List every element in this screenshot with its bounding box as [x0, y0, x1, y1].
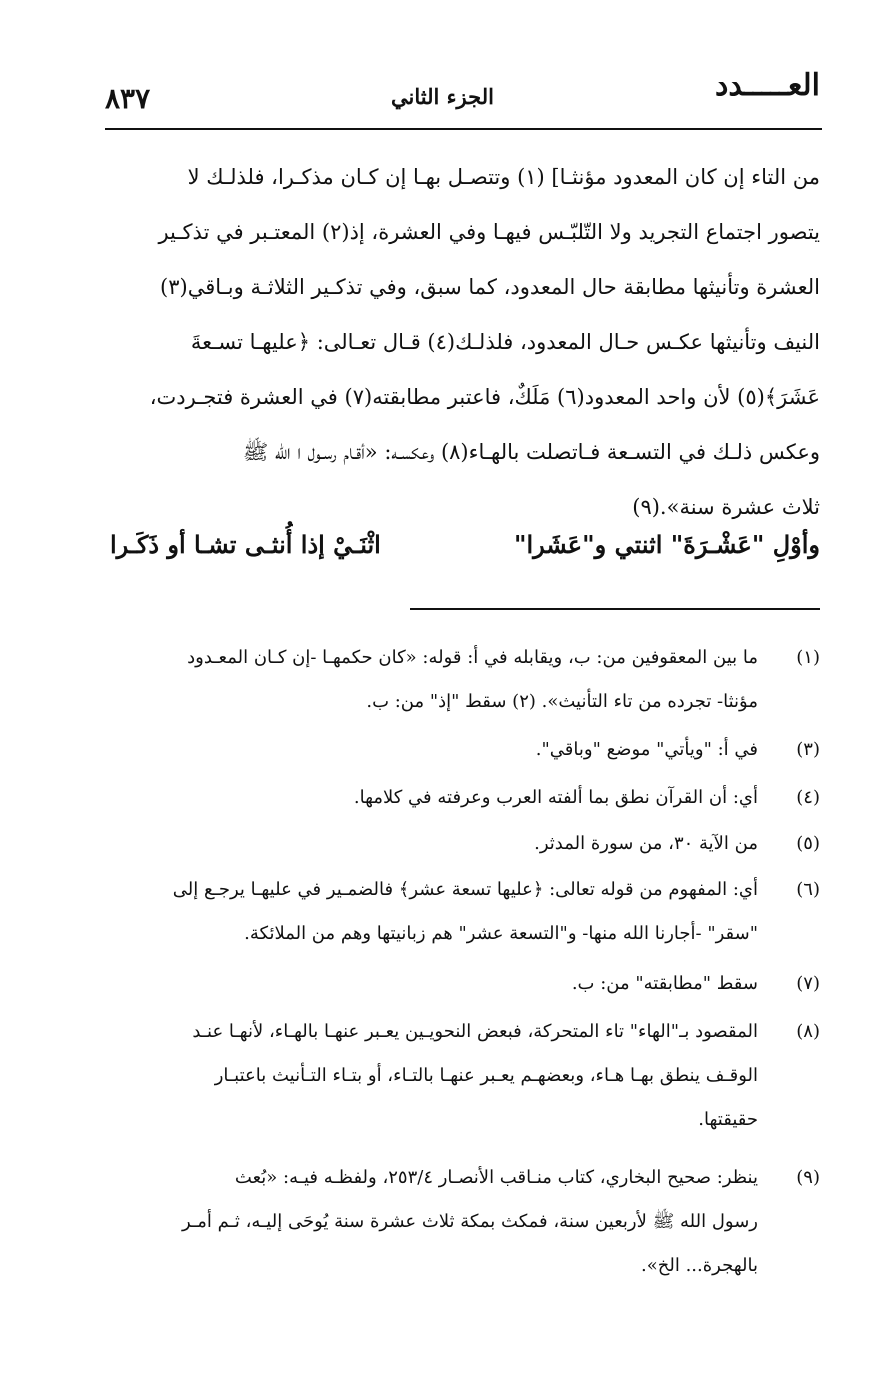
footnote — [103, 868, 820, 956]
footnote-divider — [410, 608, 820, 610]
footnote-number: (٩) — [796, 1167, 820, 1188]
footnote — [103, 1156, 820, 1288]
footnote-line: "سقر" -أجارنا الله منها- و"التسعة عشر" هم زبانيتها وهم من الملائكة. — [244, 923, 758, 944]
text-line: عَشَرَ﴾(٥) لأن واحد المعدود(٦) مَلَكٌ، فاعتبر مطابقته(٧) في العشرة فتجـردت، — [149, 385, 820, 409]
footnote-number: (٧) — [796, 973, 820, 994]
main-text — [103, 150, 820, 535]
text-line: ثلاث عشرة سنة».(٩) — [632, 495, 820, 519]
footnote-line: من الآية ٣٠، من سورة المدثر. — [534, 833, 758, 854]
footnote-line: أي: أن القرآن نطق بما ألفته العرب وعرفته في كلامها. — [353, 787, 758, 808]
footnote-line: مؤنثا- تجرده من تاء التأنيث». (٢) سقط "إذ" من: ب. — [366, 691, 758, 712]
footnote-line: سقط "مطابقته" من: ب. — [571, 973, 758, 994]
footnote-line: رسول الله ﷺ لأربعين سنة، فمكث بمكة ثلاث عشرة سنة يُوحَى إليـه، ثـم أمـر — [182, 1211, 758, 1232]
footnote-line: الوقـف ينطق بهـا هـاء، وبعضهـم يعـبر عنهـا بالتـاء، أو بتـاء التـأنيث باعتبـار — [214, 1065, 758, 1086]
chapter-title: العـــــدد — [715, 68, 820, 103]
part-title: الجزء الثاني — [391, 84, 494, 109]
footnote — [103, 776, 820, 820]
header-divider — [105, 128, 822, 130]
footnote-line: ينظر: صحيح البخاري، كتاب منـاقب الأنصـار ٢٥٣/٤، ولفظـه فيـه: «بُعث — [234, 1167, 758, 1188]
footnote-line: بالهجرة... الخ». — [641, 1255, 758, 1276]
text-line: العشرة وتأنيثها مطابقة حال المعدود، كما سبق، وفي تذكـير الثلاثـة وبـاقي(٣) — [160, 275, 820, 299]
footnote-number: (٥) — [796, 833, 820, 854]
page-number: ٨٣٧ — [105, 82, 151, 115]
footnote — [103, 962, 820, 1006]
footnote-line: المقصود بـ"الهاء" تاء المتحركة، فبعض النحويـين يعـبر عنهـا بالهـاء، لأنهـا عنـد — [192, 1021, 758, 1042]
footnote-line: في أ: "ويأتي" موضع "وباقي". — [535, 739, 758, 760]
text-line: النيف وتأنيثها عكـس حـال المعدود، فلذلـك(٤) قـال تعـالى: ﴿عليهـا تسـعةَ — [190, 330, 820, 354]
footnote-number: (٨) — [796, 1021, 820, 1042]
footnote — [103, 728, 820, 772]
verse-first-hemistich: وأوْلِ "عَشْـرَةَ" اثنتي و"عَشَرا" — [513, 530, 820, 559]
text-line: من التاء إن كان المعدود مؤنثـا] (١) وتتصـل بهـا إن كـان مذكـرا، فلذلـك لا — [187, 165, 820, 189]
footnote — [103, 636, 820, 724]
verse-second-hemistich: اثْنَـيْ إذا أُنثـى تشـا أو ذَكَـرا — [110, 530, 381, 559]
footnote — [103, 1010, 820, 1142]
footnote-line: ما بين المعقوفين من: ب، ويقابله في أ: قوله: «كان حكمهـا -إن كـان المعـدود — [187, 647, 758, 668]
footnote-line: أي: المفهوم من قوله تعالى: ﴿عليها تسعة عشر﴾ فالضمـير في عليهـا يرجـع إلى — [172, 879, 758, 900]
text-line: وعكس ذلـك في التسـعة فـاتصلت بالهـاء(٨) وعكسـه: «أقـام رسـول ا الله ﷺ — [242, 440, 820, 464]
text-line: يتصور اجتماع التجريد ولا التّلبّـس فيهـا وفي العشرة، إذ(٢) المعتـبر في تذكـير — [158, 220, 820, 244]
footnote-line: حقيقتها. — [698, 1109, 758, 1130]
footnote-number: (٦) — [796, 879, 820, 900]
footnote — [103, 822, 820, 866]
footnote-number: (٤) — [796, 787, 820, 808]
footnote-number: (١) — [796, 647, 820, 668]
footnote-number: (٣) — [796, 739, 820, 760]
